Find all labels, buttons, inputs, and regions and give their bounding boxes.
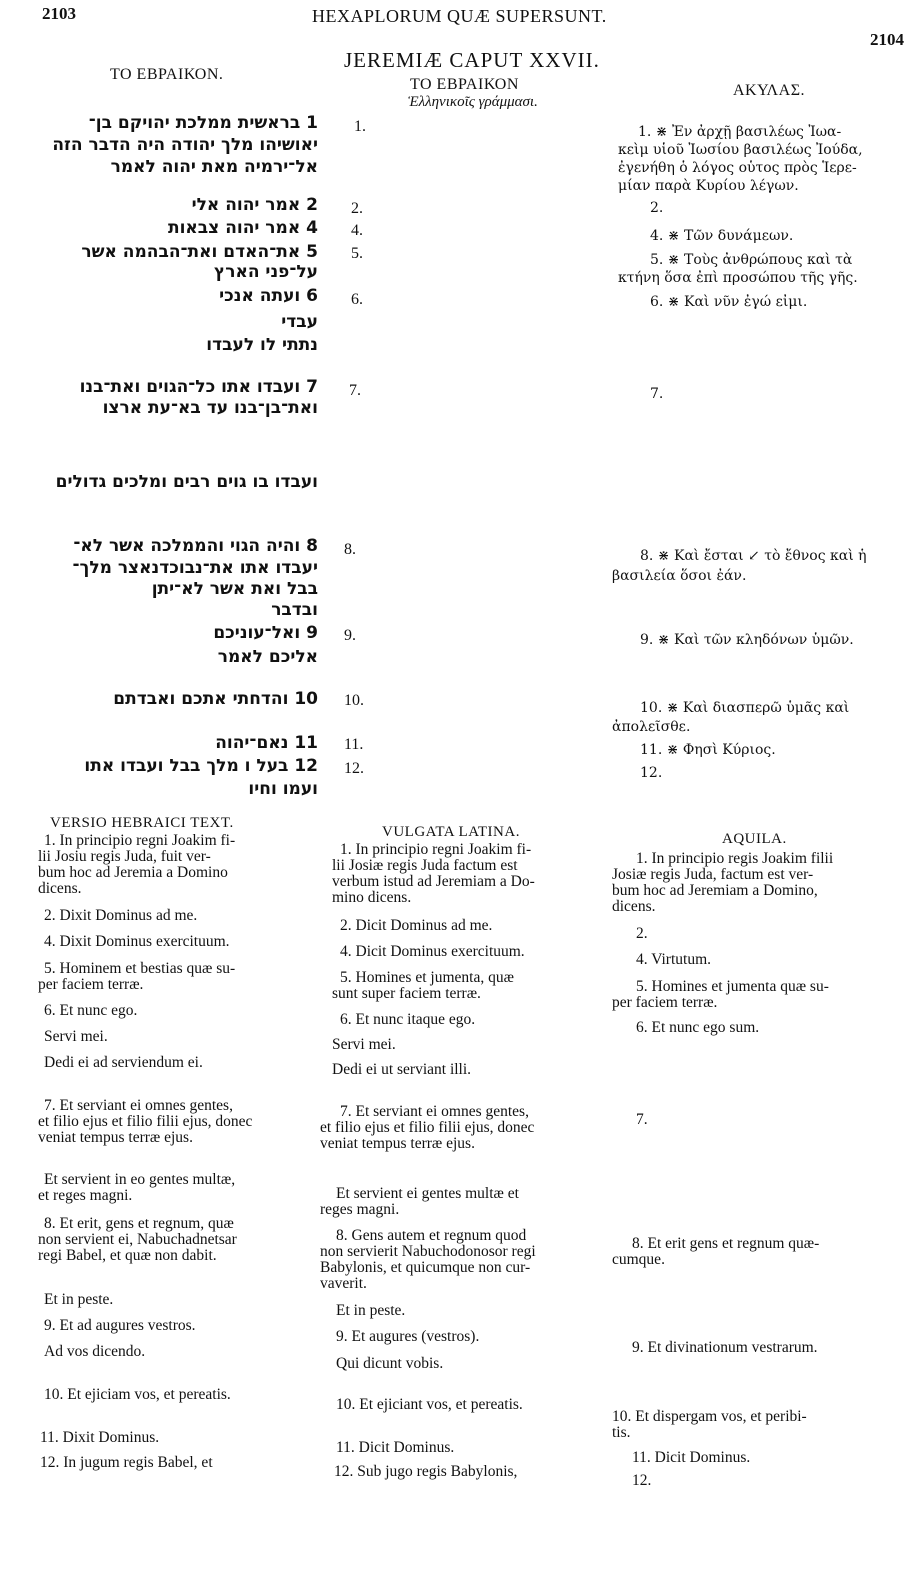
vulgata-line: Servi mei. <box>332 1036 396 1053</box>
vulgata-line: 1. In principio regni Joakim fi- <box>340 841 532 858</box>
hebrew-line: 8 והיה הגוי והממלכה אשר לא־ <box>73 536 318 556</box>
aquila-greek-line: 7. <box>650 386 664 402</box>
transliteration-verse-number: 2. <box>351 200 363 217</box>
aquila-latin-line: 9. Et divinationum vestrarum. <box>632 1339 818 1356</box>
versio-line: veniat tempus terræ ejus. <box>38 1129 193 1146</box>
vulgata-line: Qui dicunt vobis. <box>336 1355 444 1372</box>
transliteration-verse-number: 4. <box>351 222 363 239</box>
vulgata-line: 7. Et serviant ei omnes gentes, <box>340 1103 529 1120</box>
aquila-greek-line: 1. ⋇ Ἐν ἀρχῇ βασιλέως Ἰωα- <box>638 124 842 140</box>
hebrew-line: על־פני הארץ <box>213 262 318 282</box>
hebrew-line: אליכם לאמר <box>217 647 318 667</box>
versio-line: regi Babel, et quæ non dabit. <box>38 1247 217 1264</box>
aquila-latin-line: 8. Et erit gens et regnum quæ- <box>632 1235 820 1252</box>
aquila-greek-line: 5. ⋇ Τοὺς ἀνθρώπους καὶ τὰ <box>650 252 853 268</box>
versio-heading: VERSIO HEBRAICI TEXT. <box>50 815 234 831</box>
hebrew-line: בבל ואת אשר לא־יתן <box>151 579 318 599</box>
vulgata-line: vaverit. <box>320 1275 367 1292</box>
versio-line: Et in peste. <box>44 1291 114 1308</box>
transliteration-verse-number: 7. <box>349 382 361 399</box>
transliteration-verse-number: 12. <box>344 760 364 777</box>
vulgata-line: Et in peste. <box>336 1302 406 1319</box>
aquila-latin-line: tis. <box>612 1424 631 1441</box>
aquila-greek-line: κτήνη ὅσα ἐπὶ προσώπου τῆς γῆς. <box>618 270 858 286</box>
hebrew-line: 1 בראשית ממלכת יהויקם בן־ <box>88 113 318 133</box>
versio-line: 11. Dixit Dominus. <box>40 1429 160 1446</box>
versio-line: Et servient in eo gentes multæ, <box>44 1171 236 1188</box>
aquila-greek-line: κεὶμ υἱοῦ Ἰωσίου βασιλέως Ἰούδα, <box>618 142 863 158</box>
vulgata-line: mino dicens. <box>332 889 412 906</box>
aquila-latin-line: cumque. <box>612 1251 665 1268</box>
transliteration-verse-number: 5. <box>351 245 363 262</box>
transliteration-verse-number: 8. <box>344 541 356 558</box>
aquila-latin-line: 12. <box>632 1472 652 1489</box>
vulgata-line: Et servient ei gentes multæ et <box>336 1185 519 1202</box>
aquila-latin-line: 7. <box>636 1111 648 1128</box>
versio-line: Servi mei. <box>44 1028 108 1045</box>
versio-line: 4. Dixit Dominus exercituum. <box>44 933 230 950</box>
hebrew-line: עבדי <box>281 312 318 332</box>
versio-line: 12. In jugum regis Babel, et <box>40 1454 213 1471</box>
aquila-latin-line: bum hoc ad Jeremiam a Domino, <box>612 882 818 899</box>
vulgata-line: 10. Et ejiciant vos, et pereatis. <box>336 1396 523 1413</box>
vulgata-line: lii Josiæ regis Juda factum est <box>332 857 518 874</box>
vulgata-line: Dedi ei ut serviant illi. <box>332 1061 472 1078</box>
vulgata-line: 6. Et nunc itaque ego. <box>340 1011 476 1028</box>
hebrew-line: יעבדו אתו את־נבוכדנאצר מלך־ <box>72 558 318 578</box>
versio-line: Ad vos dicendo. <box>44 1343 146 1360</box>
versio-line: 6. Et nunc ego. <box>44 1002 138 1019</box>
aquila-greek-line: 6. ⋇ Καὶ νῦν ἐγώ εἰμι. <box>650 294 808 310</box>
hebrew-line: 6 ועתה אנכי <box>219 286 318 306</box>
versio-line: 7. Et serviant ei omnes gentes, <box>44 1097 233 1114</box>
aquila-latin-line: per faciem terræ. <box>612 994 718 1011</box>
vulgata-line: 2. Dicit Dominus ad me. <box>340 917 493 934</box>
versio-line: 1. In principio regni Joakim fi- <box>44 832 236 849</box>
hebrew-line: נתתי לו לעבדו <box>206 335 318 355</box>
hebrew-heading: ΤΟ ΕΒΡΑΙΚΟΝ. <box>110 66 224 83</box>
hebrew-line: אל־ירמיה מאת יהוה לאמר <box>110 157 318 177</box>
aquila-greek-line: 9. ⋇ Καὶ τῶν κληδόνων ὑμῶν. <box>640 632 854 648</box>
transliteration-heading: ΤΟ ΕΒΡΑΙΚΟΝ <box>410 76 519 93</box>
versio-line: lii Josiu regis Juda, fuit ver- <box>38 848 211 865</box>
vulgata-line: veniat tempus terræ ejus. <box>320 1135 475 1152</box>
vulgata-line: 5. Homines et jumenta, quæ <box>340 969 514 986</box>
vulgata-line: 4. Dicit Dominus exercituum. <box>340 943 525 960</box>
aquila-greek-line: 10. ⋇ Καὶ διασπερῶ ὑμᾶς καὶ <box>640 700 850 716</box>
vulgata-line: non servierit Nabuchodonosor regi <box>320 1243 536 1260</box>
transliteration-verse-number: 11. <box>344 736 364 753</box>
aquila-latin-line: 1. In principio regis Joakim filii <box>636 850 834 867</box>
vulgata-line: sunt super faciem terræ. <box>332 985 481 1002</box>
aquila-latin-line: 4. Virtutum. <box>636 951 711 968</box>
vulgata-line: 9. Et augures (vestros). <box>336 1328 480 1345</box>
aquila-greek-line: ἀπολεῖσθε. <box>612 719 691 735</box>
aquila-latin-heading: AQUILA. <box>722 831 787 847</box>
versio-line: 8. Et erit, gens et regnum, quæ <box>44 1215 234 1232</box>
hebrew-line: ועבדו בו גוים רבים ומלכים גדולים <box>55 472 318 492</box>
transliteration-verse-number: 1. <box>354 118 366 135</box>
versio-line: dicens. <box>38 880 82 897</box>
versio-line: et filio ejus et filio filii ejus, donec <box>38 1113 253 1130</box>
vulgata-line: reges magni. <box>320 1201 400 1218</box>
vulgata-line: Babylonis, et quicumque non cur- <box>320 1259 531 1276</box>
versio-line: 10. Et ejiciam vos, et pereatis. <box>44 1386 231 1403</box>
versio-line: et reges magni. <box>38 1187 133 1204</box>
hebrew-line: ועמו וחיו <box>248 779 318 799</box>
versio-line: 9. Et ad augures vestros. <box>44 1317 196 1334</box>
versio-line: non servient ei, Nabuchadnetsar <box>38 1231 237 1248</box>
hebrew-line: 10 והדחתי אתכם ואבדתם <box>113 689 318 709</box>
aquila-latin-line: Josiæ regis Juda, factum est ver- <box>612 866 814 883</box>
versio-line: 2. Dixit Dominus ad me. <box>44 907 198 924</box>
hebrew-line: 9 ואל־עוניכם <box>213 623 318 643</box>
vulgata-heading: VULGATA LATINA. <box>382 824 520 840</box>
vulgata-line: 12. Sub jugo regis Babylonis, <box>334 1463 518 1480</box>
aquila-greek-line: 12. <box>640 765 663 781</box>
aquila-greek-line: 4. ⋇ Τῶν δυνάμεων. <box>650 228 794 244</box>
hebrew-line: יאושיהו מלך יהודה היה הדבר הזה <box>52 135 318 155</box>
aquila-greek-heading: ΑΚΥΛΑΣ. <box>733 82 806 99</box>
aquila-greek-line: 8. ⋇ Καὶ ἔσται ↙ τὸ ἔθνος καὶ ἡ <box>640 548 867 564</box>
aquila-latin-line: 10. Et dispergam vos, et peribi- <box>612 1408 807 1425</box>
versio-line: 5. Hominem et bestias quæ su- <box>44 960 236 977</box>
transliteration-verse-number: 10. <box>344 692 364 709</box>
aquila-latin-line: 11. Dicit Dominus. <box>632 1449 751 1466</box>
hebrew-line: 4 אמר יהוה צבאות <box>167 218 318 238</box>
page-number-right: 2104 <box>870 30 904 49</box>
hebrew-line: 2 אמר יהוה אלי <box>191 195 318 215</box>
aquila-greek-line: 11. ⋇ Φησὶ Κύριος. <box>640 742 776 758</box>
chapter-title: JEREMIÆ CAPUT XXVII. <box>344 48 600 72</box>
versio-line: bum hoc ad Jeremia a Domino <box>38 864 228 881</box>
aquila-greek-line: ἐγενήθη ὁ λόγος οὗτος πρὸς Ἱερε- <box>618 160 857 176</box>
versio-line: Dedi ei ad serviendum ei. <box>44 1054 203 1071</box>
hebrew-line: 5 את־האדם ואת־הבהמה אשר <box>81 242 318 262</box>
hebrew-line: ובדבר <box>271 600 318 620</box>
hebrew-line: 12 בעל ו מלך בבל ועבדו אתו <box>84 756 318 776</box>
running-title: HEXAPLORUM QUÆ SUPERSUNT. <box>312 6 607 26</box>
aquila-latin-line: 6. Et nunc ego sum. <box>636 1019 760 1036</box>
aquila-greek-line: βασιλεία ὅσοι ἐάν. <box>612 568 747 584</box>
vulgata-line: et filio ejus et filio filii ejus, donec <box>320 1119 535 1136</box>
aquila-latin-line: dicens. <box>612 898 656 915</box>
aquila-latin-line: 5. Homines et jumenta quæ su- <box>636 978 829 995</box>
page-number-left: 2103 <box>42 4 76 23</box>
aquila-latin-line: 2. <box>636 925 648 942</box>
vulgata-line: verbum istud ad Jeremiam a Do- <box>332 873 535 890</box>
transliteration-verse-number: 6. <box>351 291 363 308</box>
vulgata-line: 11. Dicit Dominus. <box>336 1439 455 1456</box>
aquila-greek-line: μίαν παρὰ Κυρίου λέγων. <box>618 178 799 194</box>
versio-line: per faciem terræ. <box>38 976 144 993</box>
transliteration-verse-number: 9. <box>344 627 356 644</box>
hebrew-line: 11 נאם־יהוה <box>215 733 318 753</box>
transliteration-subheading: Ἑλληνικοῖς γράμμασι. <box>408 94 538 110</box>
aquila-greek-line: 2. <box>650 200 664 216</box>
vulgata-line: 8. Gens autem et regnum quod <box>336 1227 527 1244</box>
hebrew-line: 7 ועבדו אתו כל־הגוים ואת־בנו <box>79 377 318 397</box>
hebrew-line: ואת־בן־בנו עד בא־עת ארצו <box>102 398 318 418</box>
